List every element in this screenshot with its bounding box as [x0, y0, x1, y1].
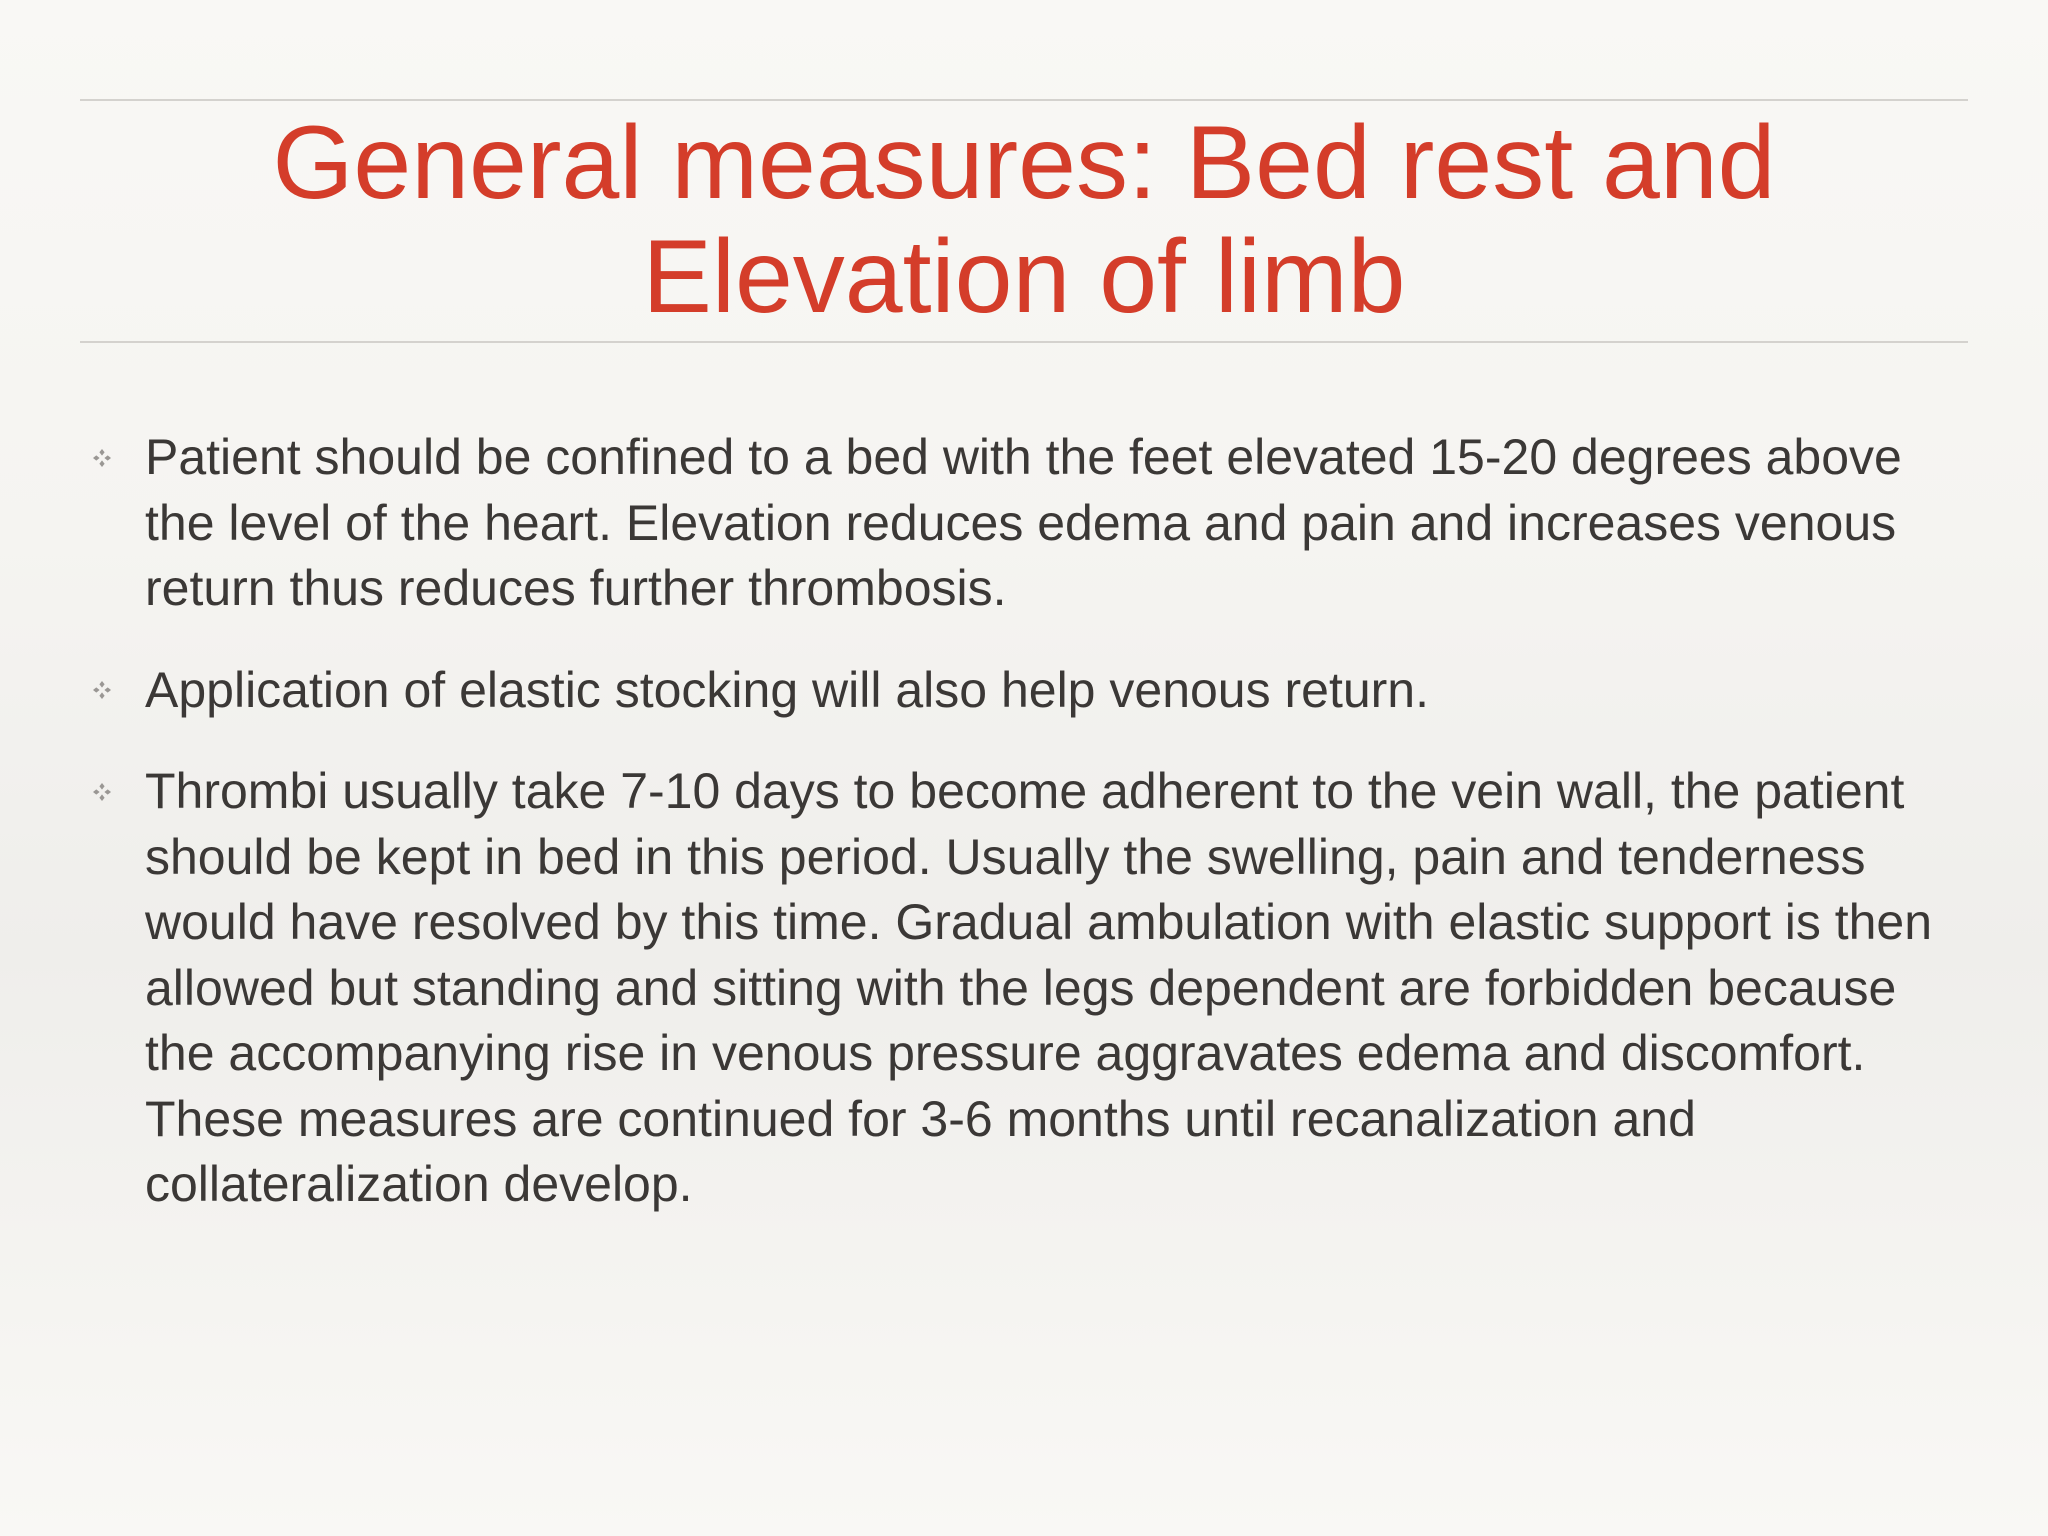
bullet-item-thrombi-adherence — [88, 759, 1968, 1218]
bullet-list — [88, 425, 1968, 1254]
title-top-rule — [80, 99, 1968, 101]
bullet-text: Thrombi usually take 7-10 days to become adherent to the vein wall, the patient should be kept in bed in this period. Usually the swelling, pain and tenderness would have resolved by this time. Gradual ambulation with elastic support is then allowed but standing and sitting with the legs dependent are forbidden because the accompanying rise in venous pressure aggravates edema and discomfort. These measures are continued for 3-6 months until recanalization and collateralization develop. — [145, 763, 1933, 1212]
four-diamond-bullet-icon — [88, 759, 116, 825]
slide-title: General measures: Bed rest and Elevation of limb — [272, 105, 1776, 335]
four-diamond-bullet-icon — [88, 658, 116, 724]
four-diamond-bullet-icon — [88, 425, 116, 491]
bullet-item-elastic-stocking — [88, 658, 1968, 724]
title-bottom-rule — [80, 341, 1968, 343]
bullet-text: Patient should be confined to a bed with the feet elevated 15-20 degrees above the level of the heart. Elevation reduces edema and pain and increases venous return thus reduces further thrombosis. — [145, 429, 1902, 616]
bullet-item-bed-elevation — [88, 425, 1968, 622]
bullet-text: Application of elastic stocking will also help venous return. — [145, 661, 1430, 718]
